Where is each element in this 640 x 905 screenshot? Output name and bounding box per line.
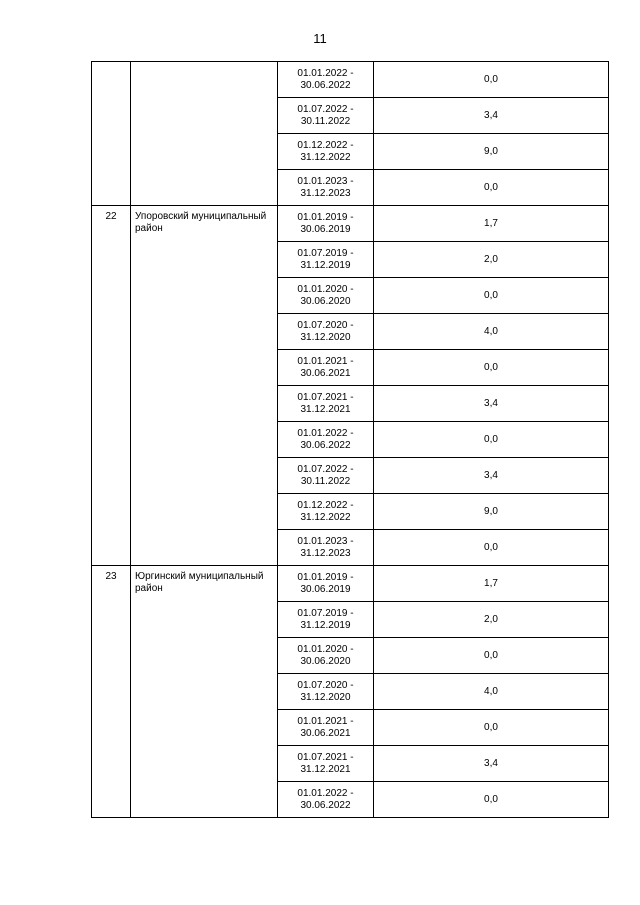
period-start: 01.01.2022 - bbox=[297, 427, 354, 439]
period-start: 01.07.2022 - bbox=[297, 463, 354, 475]
period-end: 30.11.2022 bbox=[300, 115, 351, 127]
rate-value-cell: 9,0 bbox=[374, 134, 609, 170]
table-row bbox=[92, 206, 609, 242]
district-name-cell: Упоровский муниципальный район bbox=[131, 206, 278, 566]
rate-value-cell: 0,0 bbox=[374, 278, 609, 314]
rate-value-cell: 0,0 bbox=[374, 530, 609, 566]
period-cell bbox=[278, 278, 374, 314]
period-end: 31.12.2019 bbox=[300, 619, 351, 631]
period-end: 30.06.2021 bbox=[300, 727, 351, 739]
period-start: 01.12.2022 - bbox=[297, 499, 354, 511]
period-cell bbox=[278, 98, 374, 134]
period-cell bbox=[278, 458, 374, 494]
period-end: 31.12.2022 bbox=[300, 151, 351, 163]
period-start: 01.07.2019 - bbox=[297, 607, 354, 619]
period-start: 01.01.2020 - bbox=[297, 283, 354, 295]
period-cell bbox=[278, 62, 374, 98]
period-start: 01.07.2019 - bbox=[297, 247, 354, 259]
period-start: 01.07.2020 - bbox=[297, 679, 354, 691]
rate-value-cell: 3,4 bbox=[374, 458, 609, 494]
period-cell bbox=[278, 134, 374, 170]
period-cell bbox=[278, 422, 374, 458]
district-name-cell: Юргинский муниципальный район bbox=[131, 566, 278, 818]
period-start: 01.01.2023 - bbox=[297, 535, 354, 547]
district-number-cell: 23 bbox=[92, 566, 131, 818]
rate-value-cell: 3,4 bbox=[374, 386, 609, 422]
rate-value-cell: 2,0 bbox=[374, 602, 609, 638]
period-end: 31.12.2021 bbox=[300, 403, 351, 415]
period-end: 31.12.2021 bbox=[300, 763, 351, 775]
rate-value-cell: 0,0 bbox=[374, 710, 609, 746]
period-cell bbox=[278, 386, 374, 422]
rate-value-cell: 0,0 bbox=[374, 782, 609, 818]
period-cell bbox=[278, 602, 374, 638]
rate-value-cell: 0,0 bbox=[374, 170, 609, 206]
rate-value-cell: 2,0 bbox=[374, 242, 609, 278]
table-row bbox=[92, 566, 609, 602]
period-start: 01.01.2020 - bbox=[297, 643, 354, 655]
period-end: 30.06.2021 bbox=[300, 367, 351, 379]
period-end: 31.12.2023 bbox=[300, 547, 351, 559]
period-cell bbox=[278, 710, 374, 746]
period-start: 01.07.2021 - bbox=[297, 391, 354, 403]
period-cell bbox=[278, 638, 374, 674]
period-start: 01.07.2022 - bbox=[297, 103, 354, 115]
rate-value-cell: 0,0 bbox=[374, 350, 609, 386]
period-end: 30.06.2020 bbox=[300, 655, 351, 667]
page-number: 11 bbox=[313, 31, 327, 46]
period-start: 01.12.2022 - bbox=[297, 139, 354, 151]
period-start: 01.01.2022 - bbox=[297, 787, 354, 799]
rate-value-cell: 4,0 bbox=[374, 314, 609, 350]
period-start: 01.07.2020 - bbox=[297, 319, 354, 331]
period-end: 30.06.2019 bbox=[300, 583, 351, 595]
table-body bbox=[92, 62, 609, 818]
period-start: 01.01.2019 - bbox=[297, 211, 354, 223]
tariff-table bbox=[91, 61, 609, 818]
period-start: 01.01.2021 - bbox=[297, 715, 354, 727]
period-start: 01.07.2021 - bbox=[297, 751, 354, 763]
period-end: 31.12.2022 bbox=[300, 511, 351, 523]
period-end: 30.06.2020 bbox=[300, 295, 351, 307]
period-cell bbox=[278, 170, 374, 206]
period-start: 01.01.2019 - bbox=[297, 571, 354, 583]
table-row bbox=[92, 62, 609, 98]
period-cell bbox=[278, 674, 374, 710]
period-cell bbox=[278, 314, 374, 350]
rate-value-cell: 9,0 bbox=[374, 494, 609, 530]
rate-value-cell: 1,7 bbox=[374, 566, 609, 602]
period-end: 31.12.2020 bbox=[300, 331, 351, 343]
district-name-cell bbox=[131, 62, 278, 206]
period-cell bbox=[278, 746, 374, 782]
period-start: 01.01.2022 - bbox=[297, 67, 354, 79]
period-end: 30.06.2022 bbox=[300, 799, 351, 811]
period-start: 01.01.2023 - bbox=[297, 175, 354, 187]
district-number-cell: 22 bbox=[92, 206, 131, 566]
rate-value-cell: 3,4 bbox=[374, 98, 609, 134]
period-start: 01.01.2021 - bbox=[297, 355, 354, 367]
district-number-cell bbox=[92, 62, 131, 206]
rate-value-cell: 1,7 bbox=[374, 206, 609, 242]
rate-value-cell: 0,0 bbox=[374, 638, 609, 674]
rate-value-cell: 4,0 bbox=[374, 674, 609, 710]
period-cell bbox=[278, 566, 374, 602]
period-end: 31.12.2019 bbox=[300, 259, 351, 271]
period-cell bbox=[278, 206, 374, 242]
period-cell bbox=[278, 782, 374, 818]
period-cell bbox=[278, 530, 374, 566]
period-end: 30.06.2022 bbox=[300, 79, 351, 91]
period-end: 31.12.2020 bbox=[300, 691, 351, 703]
rate-value-cell: 3,4 bbox=[374, 746, 609, 782]
period-cell bbox=[278, 242, 374, 278]
period-end: 30.11.2022 bbox=[300, 475, 351, 487]
period-end: 31.12.2023 bbox=[300, 187, 351, 199]
period-end: 30.06.2022 bbox=[300, 439, 351, 451]
rate-value-cell: 0,0 bbox=[374, 422, 609, 458]
rate-value-cell: 0,0 bbox=[374, 62, 609, 98]
period-cell bbox=[278, 350, 374, 386]
period-cell bbox=[278, 494, 374, 530]
period-end: 30.06.2019 bbox=[300, 223, 351, 235]
